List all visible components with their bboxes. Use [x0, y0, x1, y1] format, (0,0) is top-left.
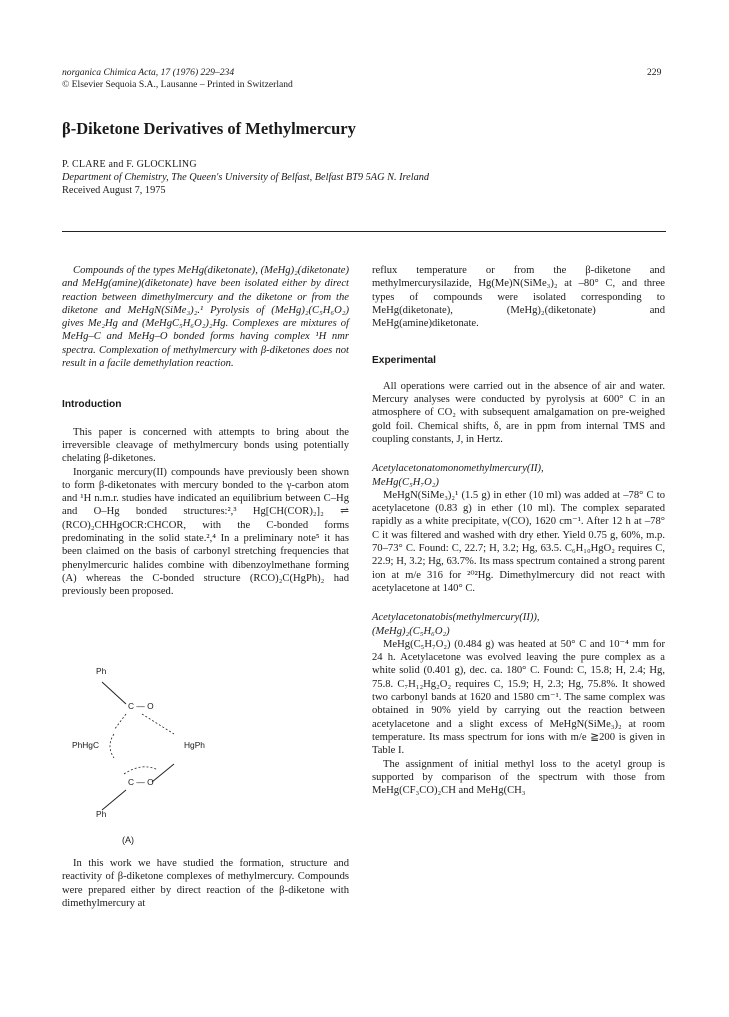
experimental-paragraph: All operations were carried out in the absence of air and water. Mercury analyses were conducted by pyrolysis at 600° C in an atmosphere of CO₂ with subsequent amalgamation on pre-weighed gold foil. Chemical shifts, δ, are in ppm from internal TMS and coupling constants, J, in Hertz. [372, 380, 665, 445]
hgph-label: HgPh [184, 740, 205, 750]
page-number: 229 [647, 67, 662, 78]
compound-1-formula: MeHg(C₅H₇O₂) [372, 476, 439, 488]
compound-1-title: Acetylacetonatomonomethylmercury(II), [372, 463, 544, 475]
journal-citation: norganica Chimica Acta, 17 (1976) 229–234 [62, 67, 235, 78]
right-column [372, 264, 665, 797]
compound-2-title: Acetylacetonatobis(methylmercury(II)), [372, 612, 540, 624]
article-affiliation: Department of Chemistry, The Queen's University of Belfast, Belfast BT9 5AG N. Ireland [62, 172, 430, 183]
intro-paragraph-3: In this work we have studied the formation, structure and reactivity of β-diketone complexes of methylmercury. Compounds were prepared either by direct reaction of the β-diketone with dimethylmercury at [62, 858, 349, 909]
article-authors: P. CLARE and F. GLOCKLING [62, 159, 197, 170]
intro-paragraph-1: This paper is concerned with attempts to bring about the irreversible cleavage of methylmercury bonds using potentially chelating β-diketones. [62, 426, 349, 465]
left-column-end [62, 857, 349, 910]
publisher-line: © Elsevier Sequoia S.A., Lausanne – Printed in Switzerland [62, 79, 293, 90]
structure-a [62, 666, 349, 826]
right-paragraph-1: reflux temperature or from the β-diketone and methylmercurysilazide, Hg(Me)N(SiMe₃)₂ at –80° C, and three types of compounds were isolated corresponding to MeHg(diketonate), (MeHg)₂(diketonate) and MeHg(amine)diketonate. [372, 265, 665, 330]
compound-2-text: MeHg(C₅H₇O₂) (0.484 g) was heated at 50° C and 10⁻⁴ mm for 24 h. Acetylacetone was evolved leaving the pure complex as a white solid (0.401 g), dec. ca. 180° C. Found: C, 15.8; H, 2.4; Hg, 75.8. C₇H₁₂Hg₂O₂ requires C, 15.9; H, 2.3; Hg, 75.8%. It showed two carbonyl bands at 1620 and 1580 cm⁻¹. The same complex was obtained in 90% yield by carrying out the reaction between acetylacetone and a slight excess of MeHgN(SiMe₃)₂ at room temperature. Its mass spectrum for ions with m/e ≧200 is given in Table I. [372, 638, 665, 757]
received-date: Received August 7, 1975 [62, 185, 166, 196]
abstract: Compounds of the types MeHg(diketonate), (MeHg)₂(diketonate) and MeHg(amine)(diketonate) have been isolated either by direct reaction between dimethylmercury and the diketone or from the diketone and MeHgN(SiMe₃)₂.¹ Pyrolysis of (MeHg)₂(C₅H₆O₂) gives Me₂Hg and (MeHgC₅H₆O₂)₂Hg. Complexes are mixtures of MeHg–C and MeHg–O bonded forms having complex ¹H nmr spectra. Complexation of methylmercury with β-diketones does not result in a facile demethylation reaction. [62, 265, 349, 370]
introduction-heading: Introduction [62, 399, 122, 411]
intro-paragraph-2: Inorganic mercury(II) compounds have previously been shown to form β-diketonates with mercury bonded to the γ-carbon atom and ¹H n.m.r. studies have indicated an equilibrium between C–Hg and O–Hg bonded structures:²,³ Hg[CH(COR)₂]₂ ⇌ (RCO)₂CHHgOCR:CHCOR, with the C-bonded forms predominating in the solid state.²,⁴ In a preliminary note⁵ it has been claimed on the basis of carbonyl stretching frequencies that phenylmercuric halides combine with dibenzoylmethane forming (A) whereas the C-bonded structure (RCO)₂C(HgPh)₂ had previously been proposed. [62, 466, 349, 598]
phenyl-top: Ph [96, 666, 107, 676]
experimental-heading: Experimental [372, 355, 436, 367]
header-divider [62, 231, 666, 232]
phenyl-bottom: Ph [96, 809, 107, 819]
structure-a-bonds [62, 666, 349, 826]
carbonyl-top: C — O [128, 701, 154, 711]
carbonyl-bottom: C — O [128, 777, 154, 787]
phhgc-label: PhHgC [72, 740, 99, 750]
right-paragraph-last: The assignment of initial methyl loss to the acetyl group is supported by comparison of the spectrum with those from MeHg(CF₃CO)₂CH and MeHg(CH₃ [372, 758, 665, 797]
compound-2-formula: (MeHg)₂(C₅H₆O₂) [372, 625, 450, 637]
compound-1-text: MeHgN(SiMe₃)₂¹ (1.5 g) in ether (10 ml) was added at –78° C to acetylacetone (0.83 g) in ether (10 ml). The complex separated rapidly as a white precipitate, ν(CO), 1620 cm⁻¹. After 12 h at –78° C it was filtered and washed with dry ether. Yield 0.75 g, 60%, m.p. 70–73° C. Found: C, 22.7; H, 3.2; Hg, 63.5. C₆H₁₀HgO₂ requires C, 22.9; H, 3.2; Hg, 63.7%. Its mass spectrum contained a strong parent ion at m/e 316 for ²⁰²Hg. Dimethylmercury did not react with acetylacetone at 140° C. [372, 489, 665, 594]
left-column [62, 264, 349, 599]
structure-a-label: (A) [122, 835, 134, 845]
article-title: β-Diketone Derivatives of Methylmercury [62, 119, 356, 138]
